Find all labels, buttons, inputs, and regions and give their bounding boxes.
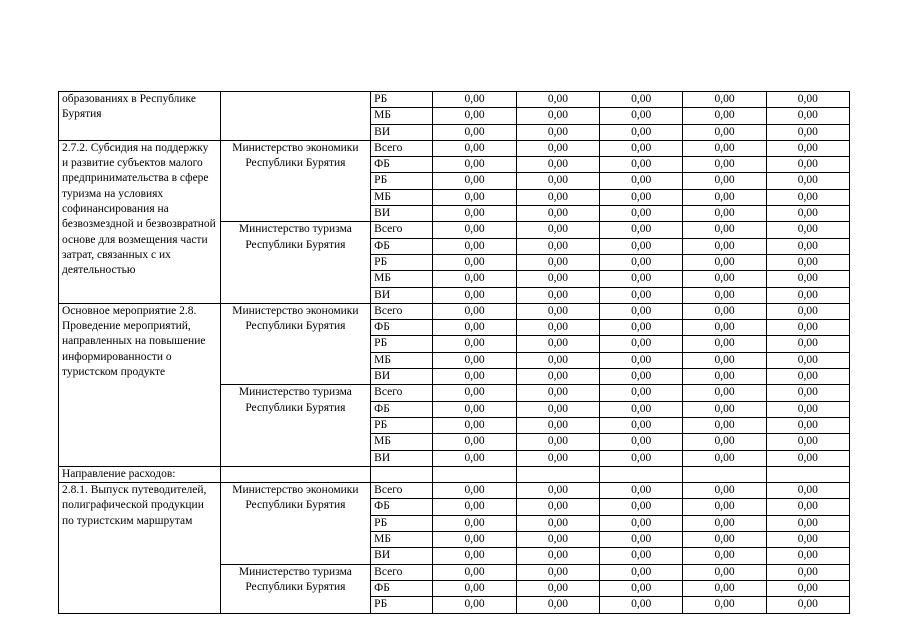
funding-source-cell: ФБ	[371, 157, 433, 173]
amount-cell: 0,00	[683, 254, 766, 270]
amount-cell: 0,00	[683, 238, 766, 254]
amount-cell: 0,00	[766, 401, 849, 417]
amount-cell: 0,00	[433, 320, 516, 336]
amount-cell: 0,00	[683, 189, 766, 205]
funding-source-cell: ФБ	[371, 499, 433, 515]
amount-cell: 0,00	[433, 157, 516, 173]
amount-cell: 0,00	[433, 597, 516, 613]
funding-source-cell: РБ	[371, 336, 433, 352]
amount-cell: 0,00	[600, 108, 683, 124]
funding-table	[58, 91, 850, 614]
funding-table-body	[59, 92, 850, 614]
amount-cell: 0,00	[766, 124, 849, 140]
amount-cell: 0,00	[516, 564, 599, 580]
amount-cell: 0,00	[600, 254, 683, 270]
funding-source-cell: Всего	[371, 385, 433, 401]
amount-cell: 0,00	[600, 271, 683, 287]
amount-cell: 0,00	[516, 483, 599, 499]
funding-source-cell: Всего	[371, 483, 433, 499]
amount-cell: 0,00	[433, 532, 516, 548]
amount-cell: 0,00	[600, 189, 683, 205]
amount-cell: 0,00	[600, 515, 683, 531]
amount-cell	[433, 466, 516, 482]
amount-cell: 0,00	[683, 532, 766, 548]
amount-cell: 0,00	[766, 483, 849, 499]
funding-source-cell: МБ	[371, 108, 433, 124]
amount-cell: 0,00	[516, 385, 599, 401]
amount-cell: 0,00	[683, 499, 766, 515]
amount-cell: 0,00	[516, 417, 599, 433]
amount-cell: 0,00	[516, 303, 599, 319]
amount-cell: 0,00	[600, 238, 683, 254]
amount-cell: 0,00	[516, 369, 599, 385]
funding-source-cell: РБ	[371, 515, 433, 531]
executor-cell	[220, 466, 371, 482]
funding-source-cell: МБ	[371, 434, 433, 450]
amount-cell: 0,00	[516, 532, 599, 548]
amount-cell: 0,00	[683, 369, 766, 385]
funding-source-cell: РБ	[371, 173, 433, 189]
amount-cell: 0,00	[683, 597, 766, 613]
amount-cell: 0,00	[683, 303, 766, 319]
amount-cell: 0,00	[433, 369, 516, 385]
amount-cell: 0,00	[433, 580, 516, 596]
amount-cell: 0,00	[683, 108, 766, 124]
amount-cell: 0,00	[766, 303, 849, 319]
amount-cell: 0,00	[600, 434, 683, 450]
amount-cell: 0,00	[683, 124, 766, 140]
amount-cell: 0,00	[683, 173, 766, 189]
amount-cell: 0,00	[433, 499, 516, 515]
amount-cell: 0,00	[516, 124, 599, 140]
amount-cell: 0,00	[766, 238, 849, 254]
amount-cell: 0,00	[766, 580, 849, 596]
amount-cell: 0,00	[766, 157, 849, 173]
amount-cell: 0,00	[600, 92, 683, 108]
amount-cell: 0,00	[433, 92, 516, 108]
amount-cell: 0,00	[433, 124, 516, 140]
amount-cell: 0,00	[600, 417, 683, 433]
amount-cell: 0,00	[683, 287, 766, 303]
amount-cell: 0,00	[433, 385, 516, 401]
amount-cell: 0,00	[433, 401, 516, 417]
amount-cell: 0,00	[600, 303, 683, 319]
amount-cell: 0,00	[516, 320, 599, 336]
amount-cell: 0,00	[766, 499, 849, 515]
amount-cell: 0,00	[516, 157, 599, 173]
funding-source-cell: ВИ	[371, 369, 433, 385]
amount-cell: 0,00	[766, 369, 849, 385]
amount-cell: 0,00	[516, 515, 599, 531]
amount-cell: 0,00	[683, 450, 766, 466]
amount-cell: 0,00	[433, 483, 516, 499]
activity-name-cell: образованиях в Республике Бурятия	[59, 92, 221, 141]
amount-cell: 0,00	[683, 92, 766, 108]
amount-cell: 0,00	[683, 336, 766, 352]
amount-cell: 0,00	[766, 222, 849, 238]
funding-source-cell: МБ	[371, 271, 433, 287]
amount-cell: 0,00	[600, 564, 683, 580]
amount-cell: 0,00	[433, 434, 516, 450]
amount-cell: 0,00	[516, 206, 599, 222]
amount-cell: 0,00	[433, 140, 516, 156]
amount-cell: 0,00	[433, 548, 516, 564]
funding-source-cell: ФБ	[371, 320, 433, 336]
amount-cell: 0,00	[600, 157, 683, 173]
funding-source-cell: ВИ	[371, 287, 433, 303]
funding-source-cell: ВИ	[371, 450, 433, 466]
amount-cell: 0,00	[683, 206, 766, 222]
funding-source-cell: Всего	[371, 222, 433, 238]
funding-source-cell: ВИ	[371, 206, 433, 222]
amount-cell: 0,00	[516, 140, 599, 156]
funding-source-cell: ВИ	[371, 548, 433, 564]
funding-source-cell: МБ	[371, 189, 433, 205]
amount-cell: 0,00	[516, 189, 599, 205]
amount-cell: 0,00	[766, 515, 849, 531]
amount-cell: 0,00	[683, 515, 766, 531]
funding-source-cell: Всего	[371, 564, 433, 580]
amount-cell: 0,00	[433, 564, 516, 580]
amount-cell: 0,00	[683, 401, 766, 417]
funding-source-cell: МБ	[371, 532, 433, 548]
amount-cell: 0,00	[433, 271, 516, 287]
funding-source-cell: Всего	[371, 140, 433, 156]
amount-cell: 0,00	[766, 189, 849, 205]
amount-cell: 0,00	[683, 222, 766, 238]
amount-cell: 0,00	[600, 597, 683, 613]
amount-cell: 0,00	[683, 483, 766, 499]
amount-cell: 0,00	[683, 157, 766, 173]
amount-cell: 0,00	[516, 499, 599, 515]
amount-cell: 0,00	[683, 548, 766, 564]
amount-cell: 0,00	[516, 254, 599, 270]
amount-cell: 0,00	[516, 173, 599, 189]
amount-cell: 0,00	[433, 222, 516, 238]
amount-cell: 0,00	[516, 271, 599, 287]
amount-cell: 0,00	[433, 417, 516, 433]
executor-cell: Министерство экономики Республики Бурятия	[220, 140, 371, 221]
amount-cell: 0,00	[516, 548, 599, 564]
amount-cell: 0,00	[766, 336, 849, 352]
amount-cell: 0,00	[433, 238, 516, 254]
amount-cell: 0,00	[766, 206, 849, 222]
executor-cell: Министерство экономики Республики Бурятия	[220, 303, 371, 384]
amount-cell: 0,00	[766, 385, 849, 401]
amount-cell: 0,00	[516, 336, 599, 352]
amount-cell: 0,00	[766, 140, 849, 156]
amount-cell: 0,00	[766, 108, 849, 124]
amount-cell: 0,00	[683, 580, 766, 596]
amount-cell: 0,00	[516, 92, 599, 108]
amount-cell: 0,00	[600, 320, 683, 336]
amount-cell: 0,00	[766, 173, 849, 189]
amount-cell: 0,00	[433, 206, 516, 222]
amount-cell: 0,00	[683, 564, 766, 580]
amount-cell: 0,00	[683, 271, 766, 287]
amount-cell: 0,00	[600, 173, 683, 189]
amount-cell: 0,00	[600, 385, 683, 401]
amount-cell: 0,00	[600, 206, 683, 222]
amount-cell: 0,00	[433, 336, 516, 352]
table-row	[59, 140, 850, 156]
amount-cell: 0,00	[766, 92, 849, 108]
amount-cell: 0,00	[766, 287, 849, 303]
executor-cell: Министерство туризма Республики Бурятия	[220, 564, 371, 613]
funding-source-cell: РБ	[371, 597, 433, 613]
amount-cell: 0,00	[516, 450, 599, 466]
amount-cell: 0,00	[766, 597, 849, 613]
amount-cell: 0,00	[600, 548, 683, 564]
amount-cell: 0,00	[433, 303, 516, 319]
amount-cell: 0,00	[766, 271, 849, 287]
amount-cell: 0,00	[600, 499, 683, 515]
amount-cell: 0,00	[516, 287, 599, 303]
funding-source-cell: ФБ	[371, 238, 433, 254]
funding-source-cell: РБ	[371, 92, 433, 108]
amount-cell: 0,00	[433, 108, 516, 124]
funding-source-cell	[371, 466, 433, 482]
amount-cell: 0,00	[766, 320, 849, 336]
executor-cell: Министерство туризма Республики Бурятия	[220, 385, 371, 466]
amount-cell: 0,00	[600, 124, 683, 140]
amount-cell: 0,00	[433, 173, 516, 189]
funding-source-cell: Всего	[371, 303, 433, 319]
funding-source-cell: МБ	[371, 352, 433, 368]
amount-cell: 0,00	[433, 515, 516, 531]
funding-source-cell: ФБ	[371, 580, 433, 596]
amount-cell	[600, 466, 683, 482]
amount-cell: 0,00	[600, 483, 683, 499]
amount-cell	[683, 466, 766, 482]
funding-source-cell: ФБ	[371, 401, 433, 417]
amount-cell: 0,00	[766, 532, 849, 548]
amount-cell: 0,00	[766, 450, 849, 466]
table-row	[59, 483, 850, 499]
amount-cell: 0,00	[683, 320, 766, 336]
amount-cell	[516, 466, 599, 482]
executor-cell: Министерство экономики Республики Бурятия	[220, 483, 371, 564]
table-row	[59, 303, 850, 319]
amount-cell: 0,00	[766, 254, 849, 270]
amount-cell: 0,00	[600, 287, 683, 303]
amount-cell: 0,00	[516, 401, 599, 417]
amount-cell: 0,00	[600, 352, 683, 368]
executor-cell: Министерство туризма Республики Бурятия	[220, 222, 371, 303]
amount-cell: 0,00	[600, 369, 683, 385]
table-row	[59, 466, 850, 482]
amount-cell: 0,00	[766, 434, 849, 450]
amount-cell: 0,00	[516, 222, 599, 238]
amount-cell: 0,00	[433, 254, 516, 270]
executor-cell	[220, 92, 371, 141]
amount-cell: 0,00	[600, 450, 683, 466]
amount-cell: 0,00	[600, 401, 683, 417]
amount-cell: 0,00	[516, 238, 599, 254]
amount-cell: 0,00	[433, 287, 516, 303]
amount-cell: 0,00	[600, 532, 683, 548]
activity-name-cell: 2.8.1. Выпуск путеводителей, полиграфической продукции по туристским маршрутам	[59, 483, 221, 613]
amount-cell: 0,00	[683, 352, 766, 368]
amount-cell: 0,00	[766, 417, 849, 433]
amount-cell: 0,00	[433, 189, 516, 205]
activity-name-cell: 2.7.2. Субсидия на поддержку и развитие субъектов малого предпринимательства в сфере туризма на условиях софинансирования на безвозмездной и безвозвратной основе для возмещения части затрат, связанных с их деятельностью	[59, 140, 221, 303]
funding-source-cell: РБ	[371, 254, 433, 270]
amount-cell	[766, 466, 849, 482]
amount-cell: 0,00	[433, 450, 516, 466]
amount-cell: 0,00	[683, 140, 766, 156]
amount-cell: 0,00	[516, 352, 599, 368]
amount-cell: 0,00	[683, 385, 766, 401]
amount-cell: 0,00	[516, 108, 599, 124]
amount-cell: 0,00	[600, 580, 683, 596]
amount-cell: 0,00	[600, 336, 683, 352]
amount-cell: 0,00	[766, 548, 849, 564]
amount-cell: 0,00	[600, 140, 683, 156]
amount-cell: 0,00	[600, 222, 683, 238]
funding-source-cell: РБ	[371, 417, 433, 433]
amount-cell: 0,00	[516, 580, 599, 596]
activity-name-cell: Основное мероприятие 2.8. Проведение мероприятий, направленных на повышение информированности о туристском продукте	[59, 303, 221, 466]
amount-cell: 0,00	[516, 434, 599, 450]
amount-cell: 0,00	[766, 352, 849, 368]
table-row	[59, 92, 850, 108]
amount-cell: 0,00	[683, 417, 766, 433]
amount-cell: 0,00	[433, 352, 516, 368]
funding-source-cell: ВИ	[371, 124, 433, 140]
amount-cell: 0,00	[766, 564, 849, 580]
activity-name-cell: Направление расходов:	[59, 466, 221, 482]
amount-cell: 0,00	[683, 434, 766, 450]
amount-cell: 0,00	[516, 597, 599, 613]
